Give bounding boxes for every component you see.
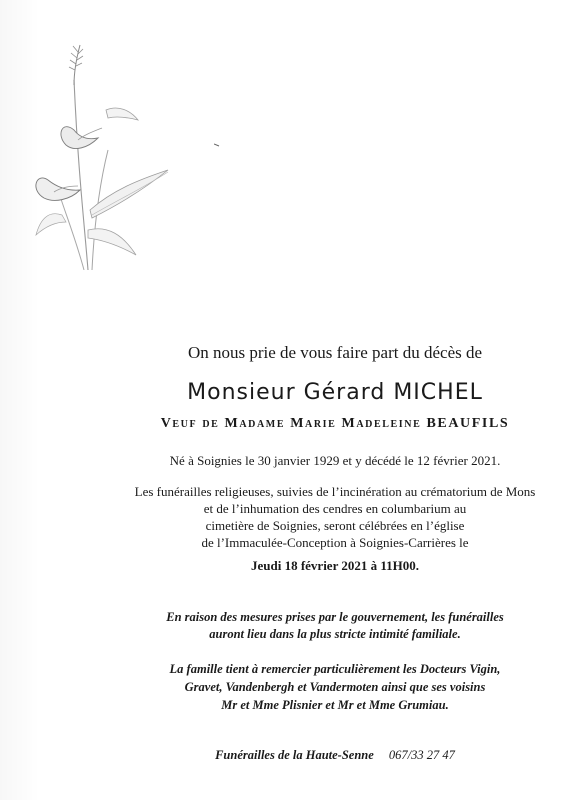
footer (100, 748, 570, 763)
intro-line: On nous prie de vous faire part du décès de (187, 343, 483, 362)
widower-line: Veuf de Madame Marie Madeleine BEAUFILS (160, 416, 510, 431)
thanks-line: Gravet, Vandenbergh et Vandermoten ainsi que ses voisins (184, 680, 486, 694)
birth-death-line: Né à Soignies le 30 janvier 1929 et y décédé le 12 février 2021. (169, 453, 501, 468)
funeral-line: et de l’inhumation des cendres en columbarium au (203, 501, 467, 516)
covid-notice (100, 609, 570, 643)
funeral-home-phone: 067/33 27 47 (388, 748, 455, 762)
funeral-line: de l’Immaculée-Conception à Soignies-Carrières le (201, 535, 469, 550)
deceased-name: Monsieur Gérard MICHEL (187, 380, 483, 405)
thanks-line: Mr et Mme Plisnier et Mr et Mme Grumiau. (221, 698, 449, 712)
ceremony-date: Jeudi 18 février 2021 à 11H00. (250, 558, 420, 573)
funeral-home-name: Funérailles de la Haute-Senne (215, 748, 374, 762)
covid-line: En raison des mesures prises par le gouvernement, les funérailles (166, 610, 504, 624)
thanks-line: La famille tient à remercier particulièrement les Docteurs Vigin, (169, 662, 501, 676)
paper-speck (214, 143, 220, 147)
funeral-line: Les funérailles religieuses, suivies de l’incinération au crématorium de Mons (134, 484, 536, 499)
thanks-paragraph (100, 660, 570, 714)
funeral-paragraph (100, 483, 570, 551)
calla-lily-sketch-icon (18, 40, 178, 270)
covid-line: auront lieu dans la plus stricte intimité familiale. (209, 627, 461, 641)
funeral-line: cimetière de Soignies, seront célébrées en l’église (205, 518, 465, 533)
